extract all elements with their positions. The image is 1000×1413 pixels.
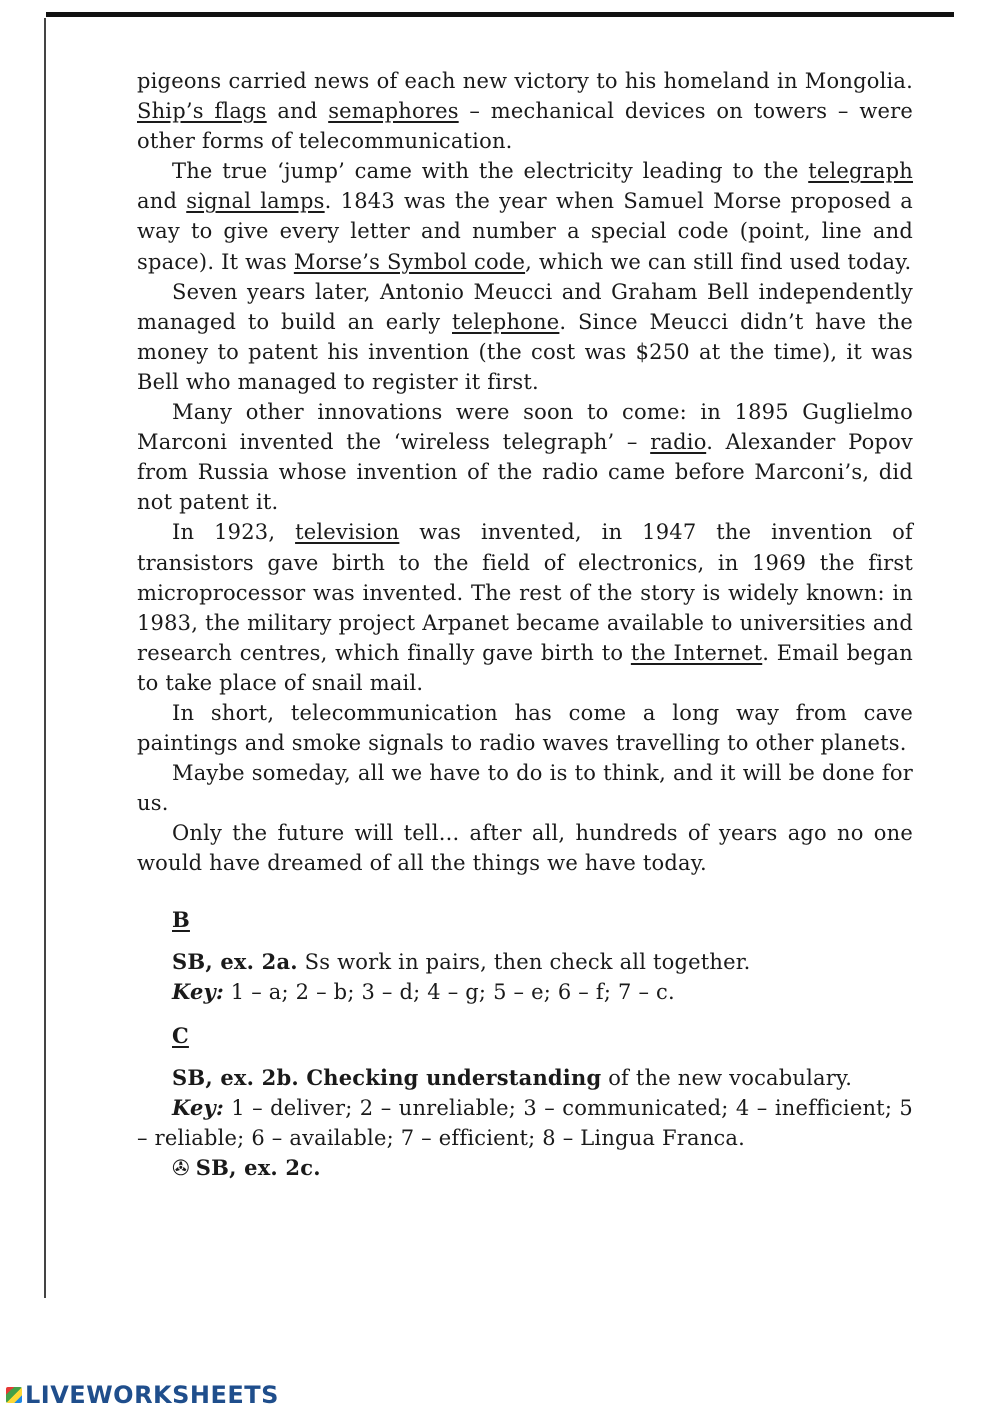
text-run: Many other innovations were soon to come: in 1895 Guglielmo Marconi invented the ‘wireless telegraph’ –	[137, 400, 913, 455]
paragraph	[137, 277, 913, 397]
section-b-key	[137, 977, 913, 1007]
section-b-exercise-ref: SB, ex. 2a.	[172, 948, 298, 974]
text-run: and	[266, 99, 329, 124]
section-c-key	[137, 1093, 913, 1153]
text-run: – mechanical devices on towers – were other forms of telecommunication.	[137, 99, 914, 154]
paragraph	[137, 818, 913, 878]
section-c-key-text: 1 – deliver; 2 – unreliable; 3 – communicated; 4 – inefficient; 5 – reliable; 6 – available; 7 – efficient; 8 – Lingua Franca.	[137, 1096, 913, 1151]
section-c-heading: C	[172, 1022, 189, 1048]
text-run: , which we can still find used today.	[525, 249, 912, 274]
vocabulary-term: radio	[650, 430, 707, 455]
logo-mark-icon	[6, 1387, 22, 1403]
section-c-exercise-ref: SB, ex. 2b. Checking understanding	[172, 1064, 602, 1090]
text-run: In short, telecommunication has come a long way from cave paintings and smoke signals to radio waves travelling to other planets.	[137, 700, 913, 756]
text-run: was invented, in 1947 the invention of transistors gave birth to the field of electronics, in 1969 the first microprocessor was invented. The rest of the story is widely known: in 1983, the military project Arpanet became available to universities and research centres, which finally gave birth to	[137, 520, 913, 665]
liveworksheets-logo[interactable]	[6, 1380, 279, 1410]
text-run: . Email began to take place of snail mail.	[137, 640, 913, 695]
vocabulary-term: signal lamps	[186, 189, 325, 214]
section-b-heading: B	[172, 906, 190, 932]
section-c-key-label: Key:	[172, 1095, 224, 1120]
section-b-key-label: Key:	[172, 978, 224, 1004]
section-b-key-text: 1 – a; 2 – b; 3 – d; 4 – g; 5 – e; 6 – f; 7 – c.	[223, 979, 675, 1004]
paragraph	[137, 758, 913, 818]
text-run: In 1923,	[172, 520, 296, 545]
paragraph	[137, 397, 913, 517]
text-run: pigeons carried news of each new victory to his homeland in Mongolia.	[137, 69, 913, 93]
vocabulary-term: semaphores	[328, 99, 459, 124]
section-b-exercise-text: Ss work in pairs, then check all together.	[297, 949, 751, 974]
text-run: . Since Meucci didn’t have the money to patent his invention (the cost was $250 at the time), it was Bell who managed to register it first.	[137, 309, 913, 394]
section-c-cd-ref: SB, ex. 2c.	[195, 1155, 321, 1181]
text-run: The true ‘jump’ came with the electricity leading to the	[172, 159, 809, 184]
vocabulary-term: telegraph	[808, 159, 913, 184]
text-run: Only the future will tell... after all, hundreds of years ago no one would have dreamed of all the things we have today.	[137, 821, 913, 876]
section-b-exercise	[137, 947, 913, 977]
text-run: . Alexander Popov from Russia whose invention of the radio came before Marconi’s, did not patent it.	[137, 430, 913, 515]
text-run: Maybe someday, all we have to do is to think, and it will be done for us.	[137, 761, 913, 816]
logo-text: LIVEWORKSHEETS	[25, 1381, 279, 1409]
paragraph	[137, 517, 913, 698]
text-run: . 1843 was the year when Samuel Morse proposed a way to give every letter and number a special code (point, line and space). It was	[137, 189, 913, 274]
paragraph	[137, 698, 913, 758]
vocabulary-term: Morse’s Symbol code	[293, 249, 526, 274]
page-body	[137, 66, 913, 1183]
left-margin-rule	[44, 18, 46, 1298]
vocabulary-term: the Internet	[630, 640, 763, 665]
vocabulary-term: Ship’s flags	[137, 99, 267, 124]
vocabulary-term: television	[295, 520, 400, 545]
paragraph	[137, 156, 913, 276]
top-rule	[46, 12, 954, 17]
section-c-cd	[137, 1153, 913, 1183]
section-c-exercise	[137, 1063, 913, 1093]
text-run: Seven years later, Antonio Meucci and Graham Bell independently managed to build an early	[137, 279, 913, 334]
cd-icon: ✇	[172, 1156, 190, 1181]
reading-text	[137, 66, 913, 879]
text-run: and	[137, 189, 187, 214]
paragraph	[137, 66, 913, 156]
vocabulary-term: telephone	[452, 309, 560, 334]
section-c-exercise-text: of the new vocabulary.	[601, 1065, 853, 1090]
